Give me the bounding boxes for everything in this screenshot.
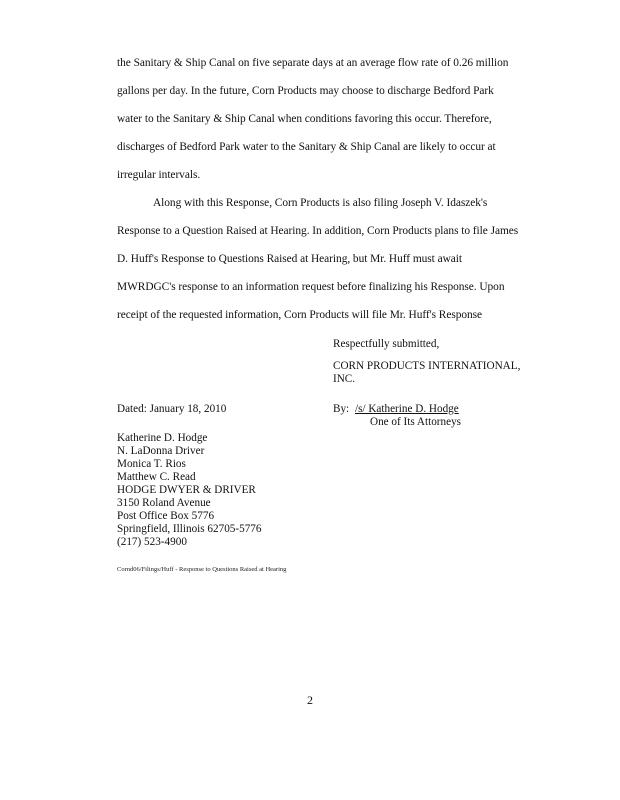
body-line: Response to a Question Raised at Hearing. In addition, Corn Products plans to file James (117, 225, 519, 237)
attorney-line: Matthew C. Read (117, 471, 196, 483)
body-line: discharges of Bedford Park water to the Sanitary & Ship Canal are likely to occur at (117, 141, 496, 153)
body-line: Along with this Response, Corn Products is also filing Joseph V. Idaszek's (153, 197, 488, 209)
company-name: CORN PRODUCTS INTERNATIONAL, (333, 360, 521, 372)
attorney-line: Monica T. Rios (117, 458, 186, 470)
closing: Respectfully submitted, (333, 338, 440, 350)
address-line: Post Office Box 5776 (117, 510, 215, 522)
phone-line: (217) 523-4900 (117, 536, 187, 548)
body-line: receipt of the requested information, Corn Products will file Mr. Huff's Response (117, 309, 483, 321)
firm-name: HODGE DWYER & DRIVER (117, 484, 256, 496)
body-line: MWRDGC's response to an information request before finalizing his Response. Upon (117, 281, 505, 293)
body-line: water to the Sanitary & Ship Canal when conditions favoring this occur. Therefore, (117, 113, 492, 125)
attorney-line: Katherine D. Hodge (117, 432, 208, 444)
dated-line: Dated: January 18, 2010 (117, 403, 227, 415)
signer-signature: /s/ Katherine D. Hodge (354, 403, 459, 415)
signature-line (333, 403, 459, 416)
address-line: 3150 Roland Avenue (117, 497, 211, 509)
body-line: the Sanitary & Ship Canal on five separate days at an average flow rate of 0.26 million (117, 57, 509, 69)
body-line: D. Huff's Response to Questions Raised at Hearing, but Mr. Huff must await (117, 253, 462, 265)
attorney-line: N. LaDonna Driver (117, 445, 205, 457)
company-name-cont: INC. (333, 373, 356, 385)
by-label: By: (333, 403, 350, 415)
address-line: Springfield, Illinois 62705-5776 (117, 523, 262, 535)
body-line: gallons per day. In the future, Corn Products may choose to discharge Bedford Park (117, 85, 494, 97)
body-line: irregular intervals. (117, 169, 201, 181)
page-number: 2 (307, 693, 313, 707)
footer-file-path: Cornd06/Filings/Huff - Response to Questions Raised at Hearing (117, 566, 287, 573)
signer-role: One of Its Attorneys (370, 416, 462, 428)
